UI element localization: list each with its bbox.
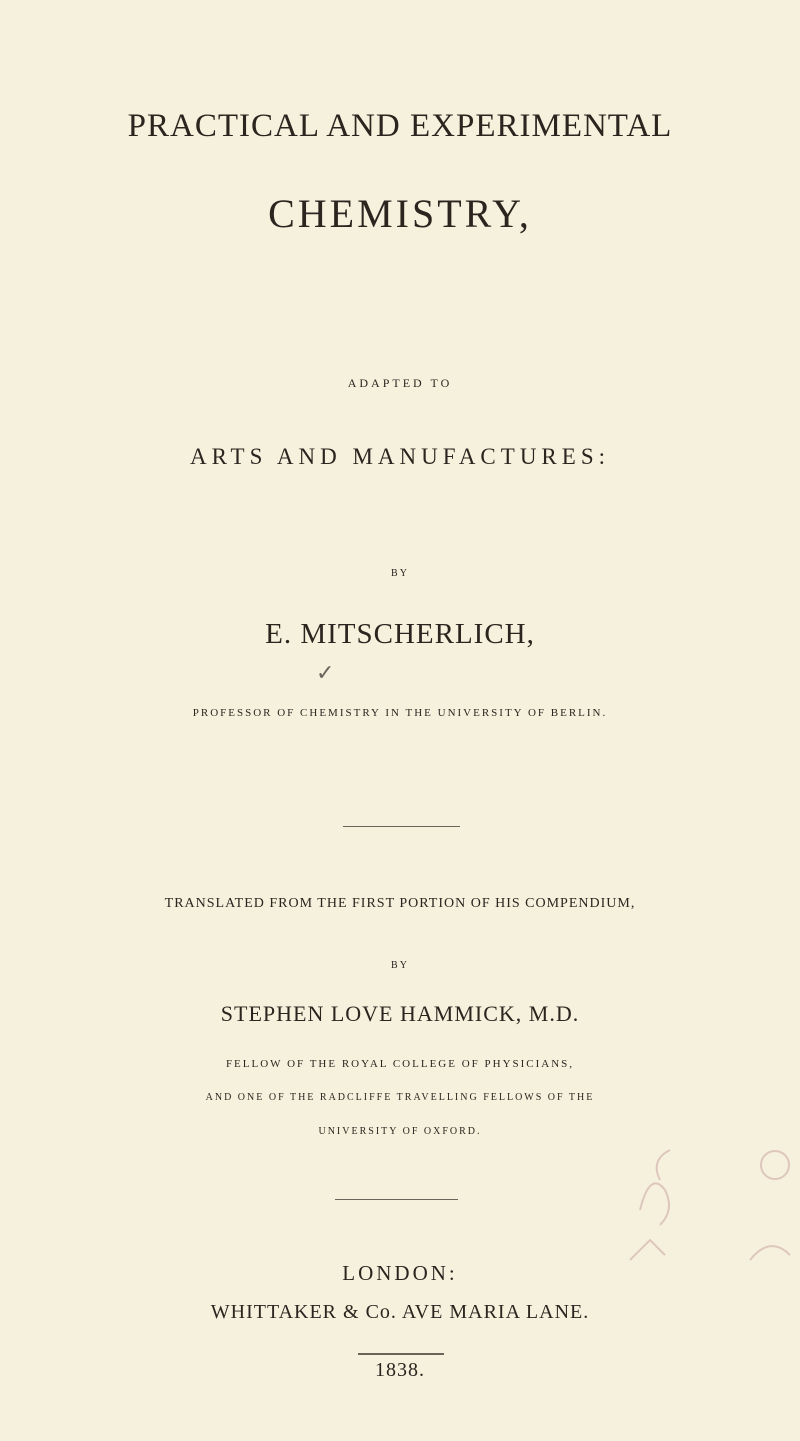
divider-rule-2 <box>335 1199 458 1200</box>
translator-name: STEPHEN LOVE HAMMICK, M.D. <box>220 1001 580 1026</box>
imprint-year: 1838. <box>375 1359 425 1381</box>
author-position: PROFESSOR OF CHEMISTRY IN THE UNIVERSITY OF BERLIN. <box>192 707 608 719</box>
imprint-publisher: WHITTAKER & Co. AVE MARIA LANE. <box>210 1301 590 1323</box>
translator-credential-1: FELLOW OF THE ROYAL COLLEGE OF PHYSICIANS, <box>225 1058 575 1070</box>
translator-credential-3: UNIVERSITY OF OXFORD. <box>318 1126 482 1137</box>
by-author-label: BY <box>391 568 409 579</box>
divider-rule-3 <box>358 1353 444 1355</box>
title-line-1: PRACTICAL AND EXPERIMENTAL <box>127 108 673 144</box>
title-line-2: CHEMISTRY, <box>268 191 532 236</box>
by-translator-label: BY <box>391 960 409 971</box>
translation-note: TRANSLATED FROM THE FIRST PORTION OF HIS COMPENDIUM, <box>164 896 636 911</box>
check-mark-icon: ✓ <box>316 660 335 685</box>
adapted-to-text: ADAPTED TO <box>347 376 453 390</box>
author-name: E. MITSCHERLICH, <box>265 618 535 650</box>
translator-credential-2: AND ONE OF THE RADCLIFFE TRAVELLING FELLOWS OF THE <box>205 1092 595 1103</box>
subject-text: ARTS AND MANUFACTURES: <box>189 444 611 469</box>
imprint-city: LONDON: <box>342 1261 458 1285</box>
divider-rule-1 <box>343 826 460 827</box>
